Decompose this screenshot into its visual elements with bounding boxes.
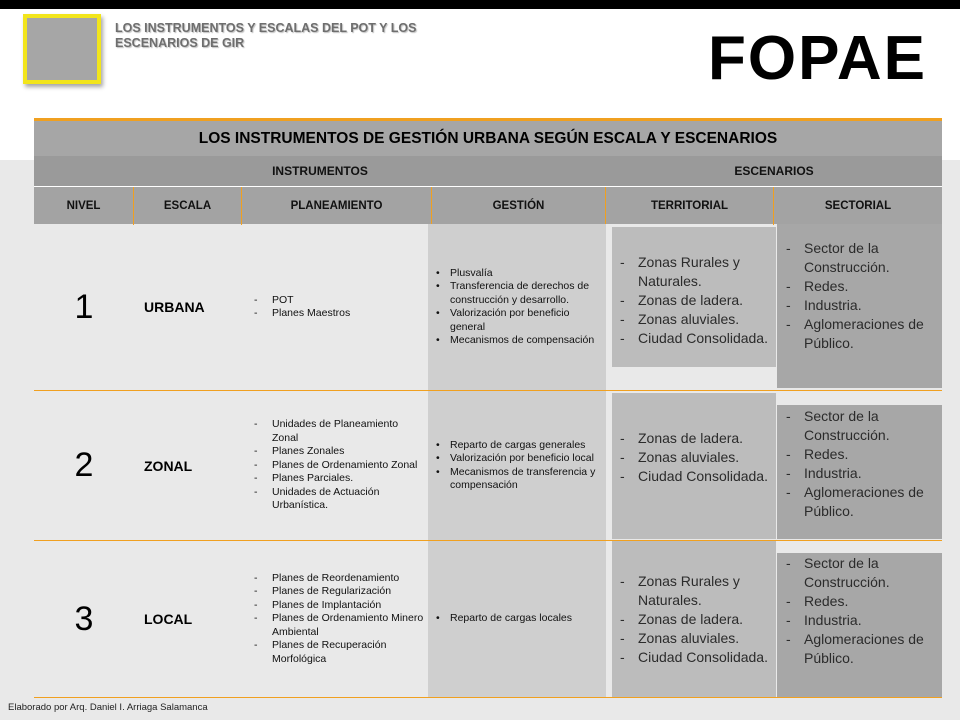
- list-item: - Zonas de ladera.: [618, 291, 774, 310]
- list-item: - Planes de Implantación: [252, 599, 424, 613]
- list-item: • Reparto de cargas locales: [436, 612, 572, 626]
- list-item: - Zonas de ladera.: [618, 610, 774, 629]
- list-item: - Planes Zonales: [252, 445, 424, 459]
- escala-cell: URBANA: [144, 299, 205, 315]
- list-item: - Zonas aluviales.: [618, 310, 774, 329]
- planeamiento-cell: [252, 224, 424, 390]
- escala-cell: ZONAL: [144, 457, 193, 474]
- sectorial-cell: [784, 228, 940, 364]
- list-item: - Planes de Ordenamiento Zonal: [252, 459, 424, 473]
- list-item: - POT: [252, 294, 350, 308]
- column-header-gestion: GESTIÓN: [432, 187, 606, 225]
- list-item: - Redes.: [784, 277, 940, 296]
- territorial-cell: [618, 407, 774, 507]
- table-row: [34, 541, 942, 698]
- list-item: - Zonas de ladera.: [618, 429, 768, 448]
- list-item: - Zonas Rurales y Naturales.: [618, 253, 774, 291]
- list-item: - Aglomeraciones de Público.: [784, 483, 940, 521]
- list-item: • Valorización por beneficio general: [436, 307, 604, 334]
- list-item: • Plusvalía: [436, 267, 604, 281]
- column-header-escala: ESCALA: [134, 187, 242, 225]
- territorial-cell: [618, 559, 774, 679]
- list-item: - Planes de Reordenamiento: [252, 572, 424, 586]
- nivel-cell: 1: [74, 287, 94, 326]
- list-item: - Industria.: [784, 611, 940, 630]
- list-item: - Planes Maestros: [252, 307, 350, 321]
- instruments-table: [34, 118, 942, 698]
- list-item: • Reparto de cargas generales: [436, 439, 604, 453]
- list-item: - Redes.: [784, 592, 940, 611]
- gestion-cell: [436, 391, 604, 540]
- gestion-cell: [436, 224, 604, 390]
- planeamiento-cell: [252, 391, 424, 540]
- list-item: - Aglomeraciones de Público.: [784, 315, 940, 353]
- sectorial-cell: [784, 555, 940, 667]
- list-item: - Planes de Recuperación Morfológica: [252, 639, 424, 666]
- nivel-cell: 2: [74, 446, 94, 484]
- column-header-sectorial: SECTORIAL: [824, 200, 892, 212]
- list-item: - Sector de la Construcción.: [784, 239, 940, 277]
- list-item: - Industria.: [784, 296, 940, 315]
- list-item: - Planes de Regularización: [252, 585, 424, 599]
- column-header-territorial: TERRITORIAL: [606, 187, 774, 225]
- sectorial-cell: [784, 399, 940, 529]
- list-item: • Mecanismos de compensación: [436, 334, 604, 348]
- list-item: • Transferencia de derechos de construcción y desarrollo.: [436, 280, 604, 307]
- brand-logo: FOPAE: [708, 24, 927, 93]
- list-item: - Zonas Rurales y Naturales.: [618, 572, 774, 610]
- list-item: - Zonas aluviales.: [618, 448, 768, 467]
- group-header-instrumentos: INSTRUMENTOS: [272, 164, 368, 178]
- list-item: - Planes de Ordenamiento Minero Ambiental: [252, 612, 424, 639]
- table-row: [34, 224, 942, 391]
- top-bar: [0, 0, 960, 9]
- list-item: - Ciudad Consolidada.: [618, 648, 774, 667]
- footer-credit: Elaborado por Arq. Daniel I. Arriaga Salamanca: [8, 702, 208, 713]
- table-row: [34, 391, 942, 541]
- header-title: LOS INSTRUMENTOS Y ESCALAS DEL POT Y LOS ESCENARIOS DE GIR: [115, 21, 417, 50]
- logo-square: [23, 14, 101, 84]
- list-item: - Industria.: [784, 464, 940, 483]
- list-item: - Unidades de Planeamiento Zonal: [252, 418, 424, 445]
- list-item: • Mecanismos de transferencia y compensación: [436, 466, 604, 493]
- table-title: LOS INSTRUMENTOS DE GESTIÓN URBANA SEGÚN ESCALA Y ESCENARIOS: [34, 118, 942, 156]
- column-header-nivel: NIVEL: [34, 187, 134, 225]
- gestion-cell: [436, 541, 604, 697]
- list-item: - Ciudad Consolidada.: [618, 467, 768, 486]
- list-item: - Sector de la Construcción.: [784, 554, 940, 592]
- list-item: - Redes.: [784, 445, 940, 464]
- territorial-cell: [618, 242, 774, 358]
- escala-cell: LOCAL: [144, 611, 193, 627]
- nivel-cell: 3: [74, 599, 94, 638]
- list-item: - Planes Parciales.: [252, 472, 424, 486]
- column-header-row: [34, 186, 942, 224]
- group-header-escenarios: ESCENARIOS: [734, 164, 814, 178]
- list-item: - Unidades de Actuación Urbanística.: [252, 486, 424, 513]
- list-item: - Ciudad Consolidada.: [618, 329, 774, 348]
- planeamiento-cell: [252, 541, 424, 697]
- list-item: - Aglomeraciones de Público.: [784, 630, 940, 668]
- list-item: - Sector de la Construcción.: [784, 407, 940, 445]
- group-header-row: [34, 156, 942, 186]
- column-header-planeamiento: PLANEAMIENTO: [242, 187, 432, 225]
- list-item: - Zonas aluviales.: [618, 629, 774, 648]
- list-item: • Valorización por beneficio local: [436, 452, 604, 466]
